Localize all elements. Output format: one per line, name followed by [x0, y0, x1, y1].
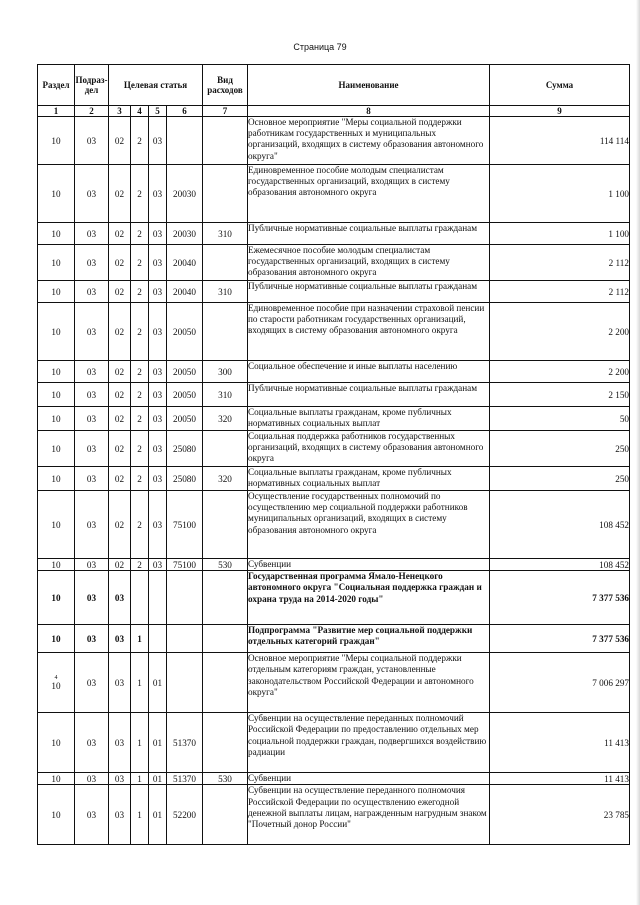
cell-name: Публичные нормативные социальные выплаты гражданам — [248, 281, 490, 303]
cell-sum: 2 200 — [490, 361, 630, 383]
cell-podrazdel: 03 — [75, 431, 109, 467]
cell-target-direction: 20050 — [167, 303, 203, 361]
cell-target-direction — [167, 625, 203, 653]
cell-sum: 114 114 — [490, 117, 630, 165]
cell-razdel: 10 — [38, 571, 75, 625]
cell-target-subprogram: 2 — [131, 117, 149, 165]
cell-name: Подпрограмма "Развитие мер социальной поддержки отдельных категорий граждан" — [248, 625, 490, 653]
cell-name: Основное мероприятие "Меры социальной поддержки работникам государственных и муниципальных организаций, входящих в систему образования автономного округа" — [248, 117, 490, 165]
cell-target-subprogram: 2 — [131, 407, 149, 431]
cell-target-subprogram: 2 — [131, 491, 149, 559]
cell-podrazdel: 03 — [75, 625, 109, 653]
cell-vid: 320 — [203, 467, 248, 491]
table-row — [38, 431, 630, 467]
cell-target-event: 03 — [149, 383, 167, 407]
cell-sum: 7 377 536 — [490, 625, 630, 653]
cell-target-event: 03 — [149, 407, 167, 431]
cell-vid — [203, 117, 248, 165]
table-row — [38, 361, 630, 383]
cell-sum: 11 413 — [490, 773, 630, 785]
cell-target-subprogram: 2 — [131, 559, 149, 571]
cell-target-subprogram: 2 — [131, 361, 149, 383]
margin-mark: 4 — [54, 674, 58, 681]
cell-vid — [203, 625, 248, 653]
cell-sum: 7 006 297 — [490, 653, 630, 713]
cell-target-subprogram: 2 — [131, 467, 149, 491]
table-row — [38, 165, 630, 223]
cell-target-direction — [167, 653, 203, 713]
cell-name: Публичные нормативные социальные выплаты гражданам — [248, 383, 490, 407]
cell-target-program: 02 — [109, 407, 131, 431]
col-header-sum: Сумма — [490, 65, 630, 106]
cell-sum: 1 100 — [490, 223, 630, 245]
col-header-razdel: Раздел — [38, 65, 75, 106]
cell-vid: 320 — [203, 407, 248, 431]
cell-vid — [203, 653, 248, 713]
cell-podrazdel: 03 — [75, 407, 109, 431]
cell-name: Социальные выплаты гражданам, кроме публичных нормативных социальных выплат — [248, 407, 490, 431]
col-header-target: Целевая статья — [109, 65, 203, 106]
cell-target-program: 02 — [109, 303, 131, 361]
cell-target-program: 02 — [109, 467, 131, 491]
cell-target-subprogram: 2 — [131, 165, 149, 223]
cell-target-program: 03 — [109, 653, 131, 713]
cell-target-direction: 75100 — [167, 491, 203, 559]
col-header-vid: Вид расходов — [203, 65, 248, 106]
col-num: 5 — [149, 106, 167, 117]
cell-podrazdel: 03 — [75, 245, 109, 281]
cell-sum: 250 — [490, 467, 630, 491]
cell-name: Осуществление государственных полномочий по осуществлению мер социальной поддержки работников муниципальных организаций, входящих в систему образования автономного округа — [248, 491, 490, 559]
cell-target-direction: 75100 — [167, 559, 203, 571]
cell-vid: 310 — [203, 281, 248, 303]
cell-vid: 530 — [203, 773, 248, 785]
table-row — [38, 383, 630, 407]
cell-sum: 2 150 — [490, 383, 630, 407]
cell-target-direction: 20050 — [167, 383, 203, 407]
cell-razdel: 10 — [38, 223, 75, 245]
cell-target-event: 01 — [149, 653, 167, 713]
cell-target-program: 02 — [109, 491, 131, 559]
cell-razdel: 10 — [38, 773, 75, 785]
table-row — [38, 571, 630, 625]
cell-name: Единовременное пособие молодым специалистам государственных организаций, входящих в систему образования автономного округа — [248, 165, 490, 223]
cell-name: Социальная поддержка работников государственных организаций, входящих в систему образования автономного округа — [248, 431, 490, 467]
cell-target-subprogram: 1 — [131, 785, 149, 845]
cell-target-program: 02 — [109, 245, 131, 281]
cell-sum: 23 785 — [490, 785, 630, 845]
cell-podrazdel: 03 — [75, 571, 109, 625]
cell-target-event: 03 — [149, 223, 167, 245]
cell-target-event: 03 — [149, 491, 167, 559]
cell-vid — [203, 571, 248, 625]
cell-target-event: 03 — [149, 303, 167, 361]
cell-target-program: 02 — [109, 117, 131, 165]
cell-vid — [203, 491, 248, 559]
cell-target-event — [149, 625, 167, 653]
cell-target-direction: 52200 — [167, 785, 203, 845]
cell-vid — [203, 165, 248, 223]
cell-sum: 108 452 — [490, 491, 630, 559]
cell-podrazdel: 03 — [75, 653, 109, 713]
table-row — [38, 223, 630, 245]
table-row — [38, 407, 630, 431]
cell-target-subprogram: 2 — [131, 223, 149, 245]
cell-target-program: 03 — [109, 785, 131, 845]
cell-name: Субвенции — [248, 559, 490, 571]
cell-sum: 11 413 — [490, 713, 630, 773]
cell-target-program: 02 — [109, 223, 131, 245]
cell-sum: 2 112 — [490, 245, 630, 281]
cell-name: Ежемесячное пособие молодым специалистам государственных организаций, входящих в систему образования автономного округа — [248, 245, 490, 281]
table-row — [38, 785, 630, 845]
col-header-podrazdel: Подраз-дел — [75, 65, 109, 106]
cell-target-program: 02 — [109, 383, 131, 407]
cell-podrazdel: 03 — [75, 165, 109, 223]
cell-sum: 1 100 — [490, 165, 630, 223]
cell-razdel: 10 — [38, 303, 75, 361]
cell-name: Субвенции на осуществление переданного полномочия Российской Федерации по осуществлению ежегодной денежной выплаты лицам, награжденным нагрудным знаком "Почетный донор России" — [248, 785, 490, 845]
table-row — [38, 467, 630, 491]
cell-vid — [203, 303, 248, 361]
cell-podrazdel: 03 — [75, 303, 109, 361]
cell-razdel: 10 — [38, 245, 75, 281]
table-body — [38, 117, 630, 845]
cell-target-subprogram: 1 — [131, 773, 149, 785]
cell-target-event: 03 — [149, 431, 167, 467]
cell-target-direction — [167, 117, 203, 165]
cell-target-subprogram: 2 — [131, 431, 149, 467]
cell-target-direction: 20050 — [167, 361, 203, 383]
scan-edge — [636, 0, 640, 905]
cell-target-program: 02 — [109, 431, 131, 467]
cell-podrazdel: 03 — [75, 559, 109, 571]
cell-target-program: 02 — [109, 559, 131, 571]
cell-target-direction: 25080 — [167, 467, 203, 491]
cell-vid: 310 — [203, 223, 248, 245]
cell-target-program: 03 — [109, 571, 131, 625]
col-num: 4 — [131, 106, 149, 117]
cell-target-event: 01 — [149, 773, 167, 785]
cell-podrazdel: 03 — [75, 117, 109, 165]
cell-razdel: 10 — [38, 559, 75, 571]
cell-sum: 2 200 — [490, 303, 630, 361]
cell-sum: 250 — [490, 431, 630, 467]
table-row — [38, 245, 630, 281]
cell-target-event: 03 — [149, 281, 167, 303]
col-num: 7 — [203, 106, 248, 117]
cell-sum: 7 377 536 — [490, 571, 630, 625]
cell-target-program: 02 — [109, 165, 131, 223]
cell-razdel: 10 — [38, 713, 75, 773]
cell-target-direction: 25080 — [167, 431, 203, 467]
col-num: 2 — [75, 106, 109, 117]
cell-target-subprogram: 1 — [131, 713, 149, 773]
table-row — [38, 303, 630, 361]
cell-name: Субвенции на осуществление переданных полномочий Российской Федерации по предоставлению отдельных мер социальной поддержки граждан, подвергшихся воздействию радиации — [248, 713, 490, 773]
col-num: 6 — [167, 106, 203, 117]
cell-podrazdel: 03 — [75, 223, 109, 245]
table-row — [38, 559, 630, 571]
cell-podrazdel: 03 — [75, 383, 109, 407]
cell-target-program: 03 — [109, 713, 131, 773]
cell-target-event: 01 — [149, 785, 167, 845]
cell-target-event: 03 — [149, 361, 167, 383]
budget-table — [37, 64, 630, 845]
cell-razdel: 10 — [38, 281, 75, 303]
col-num: 8 — [248, 106, 490, 117]
cell-target-subprogram: 1 — [131, 625, 149, 653]
cell-target-event — [149, 571, 167, 625]
cell-vid — [203, 785, 248, 845]
header-row — [38, 65, 630, 106]
cell-target-subprogram: 1 — [131, 653, 149, 713]
cell-target-direction: 20040 — [167, 281, 203, 303]
cell-podrazdel: 03 — [75, 491, 109, 559]
cell-target-direction: 20030 — [167, 223, 203, 245]
cell-target-subprogram: 2 — [131, 245, 149, 281]
cell-podrazdel: 03 — [75, 281, 109, 303]
cell-target-subprogram: 2 — [131, 383, 149, 407]
table-row — [38, 625, 630, 653]
cell-vid — [203, 431, 248, 467]
cell-podrazdel: 03 — [75, 713, 109, 773]
cell-vid: 310 — [203, 383, 248, 407]
cell-razdel: 10 — [38, 165, 75, 223]
cell-name: Социальное обеспечение и иные выплаты населению — [248, 361, 490, 383]
cell-vid — [203, 245, 248, 281]
page-header: Страница 79 — [293, 42, 347, 52]
cell-target-direction: 20040 — [167, 245, 203, 281]
cell-vid: 300 — [203, 361, 248, 383]
cell-target-program: 03 — [109, 625, 131, 653]
cell-target-subprogram: 2 — [131, 303, 149, 361]
col-num: 1 — [38, 106, 75, 117]
table-row — [38, 117, 630, 165]
cell-target-direction: 20030 — [167, 165, 203, 223]
cell-name: Публичные нормативные социальные выплаты гражданам — [248, 223, 490, 245]
cell-target-subprogram — [131, 571, 149, 625]
cell-podrazdel: 03 — [75, 361, 109, 383]
cell-sum: 2 112 — [490, 281, 630, 303]
col-num: 3 — [109, 106, 131, 117]
cell-razdel: 10 — [38, 625, 75, 653]
table-row — [38, 653, 630, 713]
cell-target-event: 01 — [149, 713, 167, 773]
cell-razdel: 10 — [38, 785, 75, 845]
cell-target-program: 02 — [109, 281, 131, 303]
cell-podrazdel: 03 — [75, 467, 109, 491]
cell-sum: 50 — [490, 407, 630, 431]
cell-target-subprogram: 2 — [131, 281, 149, 303]
cell-target-event: 03 — [149, 245, 167, 281]
cell-vid — [203, 713, 248, 773]
cell-vid: 530 — [203, 559, 248, 571]
cell-razdel: 10 — [38, 117, 75, 165]
cell-razdel: 10 — [38, 383, 75, 407]
table-row — [38, 773, 630, 785]
cell-razdel — [38, 653, 75, 713]
cell-target-event: 03 — [149, 467, 167, 491]
cell-razdel: 10 — [38, 467, 75, 491]
cell-target-program: 02 — [109, 361, 131, 383]
cell-razdel: 10 — [38, 491, 75, 559]
cell-razdel: 10 — [38, 361, 75, 383]
table-row — [38, 491, 630, 559]
cell-name: Социальные выплаты гражданам, кроме публичных нормативных социальных выплат — [248, 467, 490, 491]
cell-target-event: 03 — [149, 165, 167, 223]
cell-target-direction: 20050 — [167, 407, 203, 431]
cell-podrazdel: 03 — [75, 773, 109, 785]
cell-name: Единовременное пособие при назначении страховой пенсии по старости работникам государственных организаций, входящих в систему образования автономного округа — [248, 303, 490, 361]
cell-target-program: 03 — [109, 773, 131, 785]
cell-razdel: 10 — [38, 407, 75, 431]
col-header-name: Наименование — [248, 65, 490, 106]
cell-name: Субвенции — [248, 773, 490, 785]
cell-podrazdel: 03 — [75, 785, 109, 845]
column-number-row — [38, 106, 630, 117]
cell-target-event: 03 — [149, 117, 167, 165]
cell-target-event: 03 — [149, 559, 167, 571]
cell-razdel-value: 10 — [51, 680, 61, 691]
table-row — [38, 281, 630, 303]
cell-target-direction: 51370 — [167, 713, 203, 773]
col-num: 9 — [490, 106, 630, 117]
cell-sum: 108 452 — [490, 559, 630, 571]
cell-name: Основное мероприятие "Меры социальной поддержки отдельным категориям граждан, установленные законодательством Российской Федерации и автономного округа" — [248, 653, 490, 713]
cell-name: Государственная программа Ямало-Ненецкого автономного округа "Социальная поддержка граждан и охрана труда на 2014-2020 годы" — [248, 571, 490, 625]
cell-razdel: 10 — [38, 431, 75, 467]
table-row — [38, 713, 630, 773]
cell-target-direction: 51370 — [167, 773, 203, 785]
cell-target-direction — [167, 571, 203, 625]
